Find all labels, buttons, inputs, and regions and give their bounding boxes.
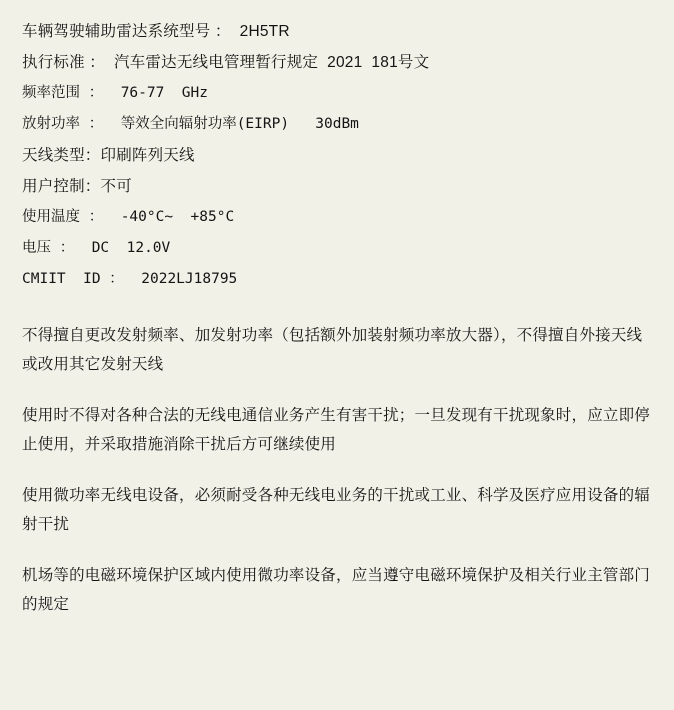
spec-row-cmiit-id: CMIIT ID ： 2022LJ18795: [22, 271, 238, 287]
spec-row-standard: 执行标准 ： 汽车雷达无线电管理暂行规定 2021 181号文: [22, 54, 430, 71]
note-no-modification: 不得擅自更改发射频率、加发射功率（包括额外加装射频功率放大器），不得擅自外接天线或改用其它发射天线: [22, 327, 643, 373]
spec-row-model: 车辆驾驶辅助雷达系统型号 ： 2H5TR: [22, 23, 290, 40]
specification-list: [22, 16, 652, 295]
spec-row-user-control: 用户控制：不可: [22, 178, 132, 195]
note-tolerate-interference: 使用微功率无线电设备，必须耐受各种无线电业务的干扰或工业、科学及医疗应用设备的辐射干扰: [22, 487, 651, 533]
spec-row-operating-temperature: 使用温度 ： -40°C~ +85°C: [22, 209, 235, 225]
note-airport-protection-zone: 机场等的电磁环境保护区域内使用微功率设备，应当遵守电磁环境保护及相关行业主管部门的规定: [22, 567, 651, 613]
note-no-harmful-interference: 使用时不得对各种合法的无线电通信业务产生有害干扰；一旦发现有干扰现象时，应立即停止使用，并采取措施消除干扰后方可继续使用: [22, 407, 651, 453]
spec-row-voltage: 电压 ： DC 12.0V: [22, 240, 171, 256]
spec-row-antenna-type: 天线类型：印刷阵列天线: [22, 147, 195, 164]
spec-row-frequency-range: 频率范围 ： 76-77 GHz: [22, 85, 208, 101]
spec-row-radiated-power: 放射功率 ： 等效全向辐射功率(EIRP) 30dBm: [22, 116, 359, 132]
regulatory-notes: [22, 321, 652, 619]
